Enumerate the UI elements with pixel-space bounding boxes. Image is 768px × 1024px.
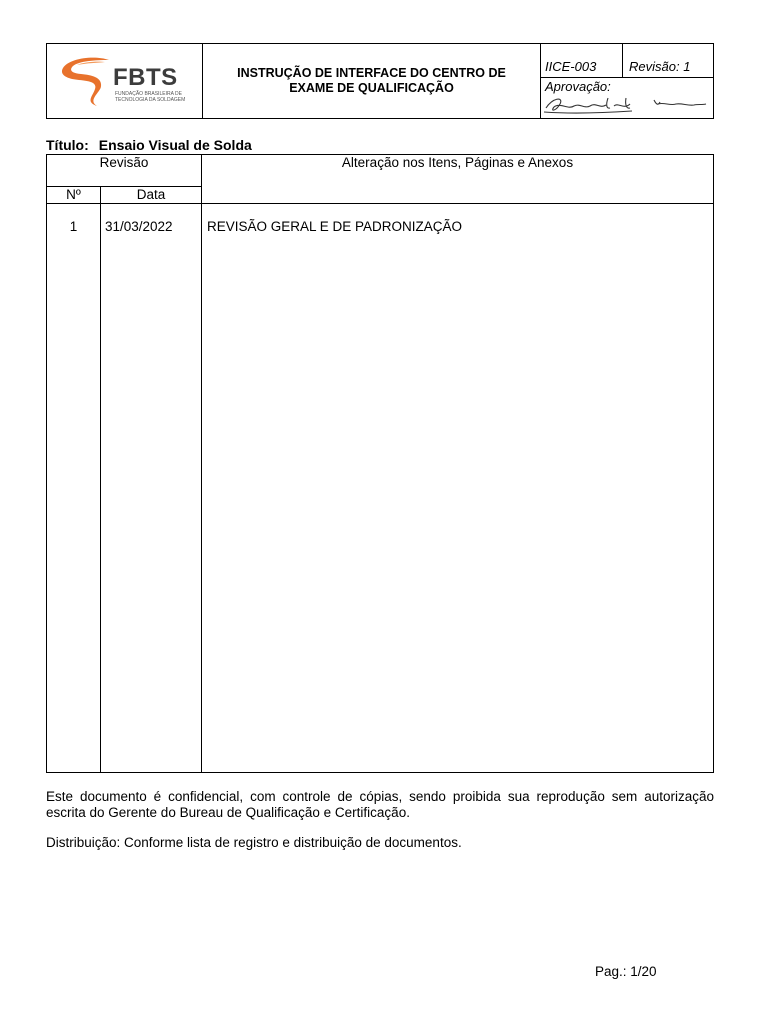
document-title-line: EXAME DE QUALIFICAÇÃO xyxy=(289,81,454,95)
document-title-line: INSTRUÇÃO DE INTERFACE DO CENTRO DE xyxy=(237,66,506,80)
subject-value: Ensaio Visual de Solda xyxy=(98,137,252,153)
revision-label: Revisão: 1 xyxy=(629,59,691,74)
fbts-swoosh-icon xyxy=(57,56,113,108)
logo-subtitle-line: TECNOLOGIA DA SOLDAGEM xyxy=(115,97,186,103)
document-header xyxy=(46,43,714,119)
column-header-date: Data xyxy=(136,187,166,202)
fbts-logo xyxy=(57,56,197,108)
header-divider xyxy=(540,77,713,78)
approval-signature xyxy=(542,94,712,116)
page-number: Pag.: 1/20 xyxy=(595,964,657,979)
distribution-note: Distribuição: Conforme lista de registro e distribuição de documentos. xyxy=(46,835,462,850)
column-header-number: Nº xyxy=(66,187,81,202)
document-code: IICE-003 xyxy=(545,59,597,74)
table-cell-number: 1 xyxy=(69,219,78,234)
table-cell-change: REVISÃO GERAL E DE PADRONIZAÇÃO xyxy=(207,219,463,234)
subject-label: Título: xyxy=(46,137,89,153)
confidential-notice: Este documento é confidencial, com controle de cópias, sendo proibida sua reprodução sem autorização escrita do Gerente do Bureau de Qualificação e Certificação. xyxy=(46,789,714,820)
logo-subtitle-line: FUNDAÇÃO BRASILEIRA DE xyxy=(115,91,182,97)
table-divider xyxy=(47,203,713,204)
column-header-changes: Alteração nos Itens, Páginas e Anexos xyxy=(341,155,574,170)
table-cell-date: 31/03/2022 xyxy=(105,219,173,234)
table-divider xyxy=(201,155,202,772)
approval-label: Aprovação: xyxy=(545,79,611,94)
column-header-revision: Revisão xyxy=(99,155,149,170)
document-title xyxy=(203,66,540,96)
logo-subtitle xyxy=(115,91,185,103)
table-divider xyxy=(100,186,101,772)
revision-table xyxy=(46,154,714,773)
header-divider xyxy=(622,44,623,77)
header-divider xyxy=(540,44,541,118)
document-subject xyxy=(46,137,252,153)
logo-wordmark: FBTS xyxy=(113,64,178,91)
